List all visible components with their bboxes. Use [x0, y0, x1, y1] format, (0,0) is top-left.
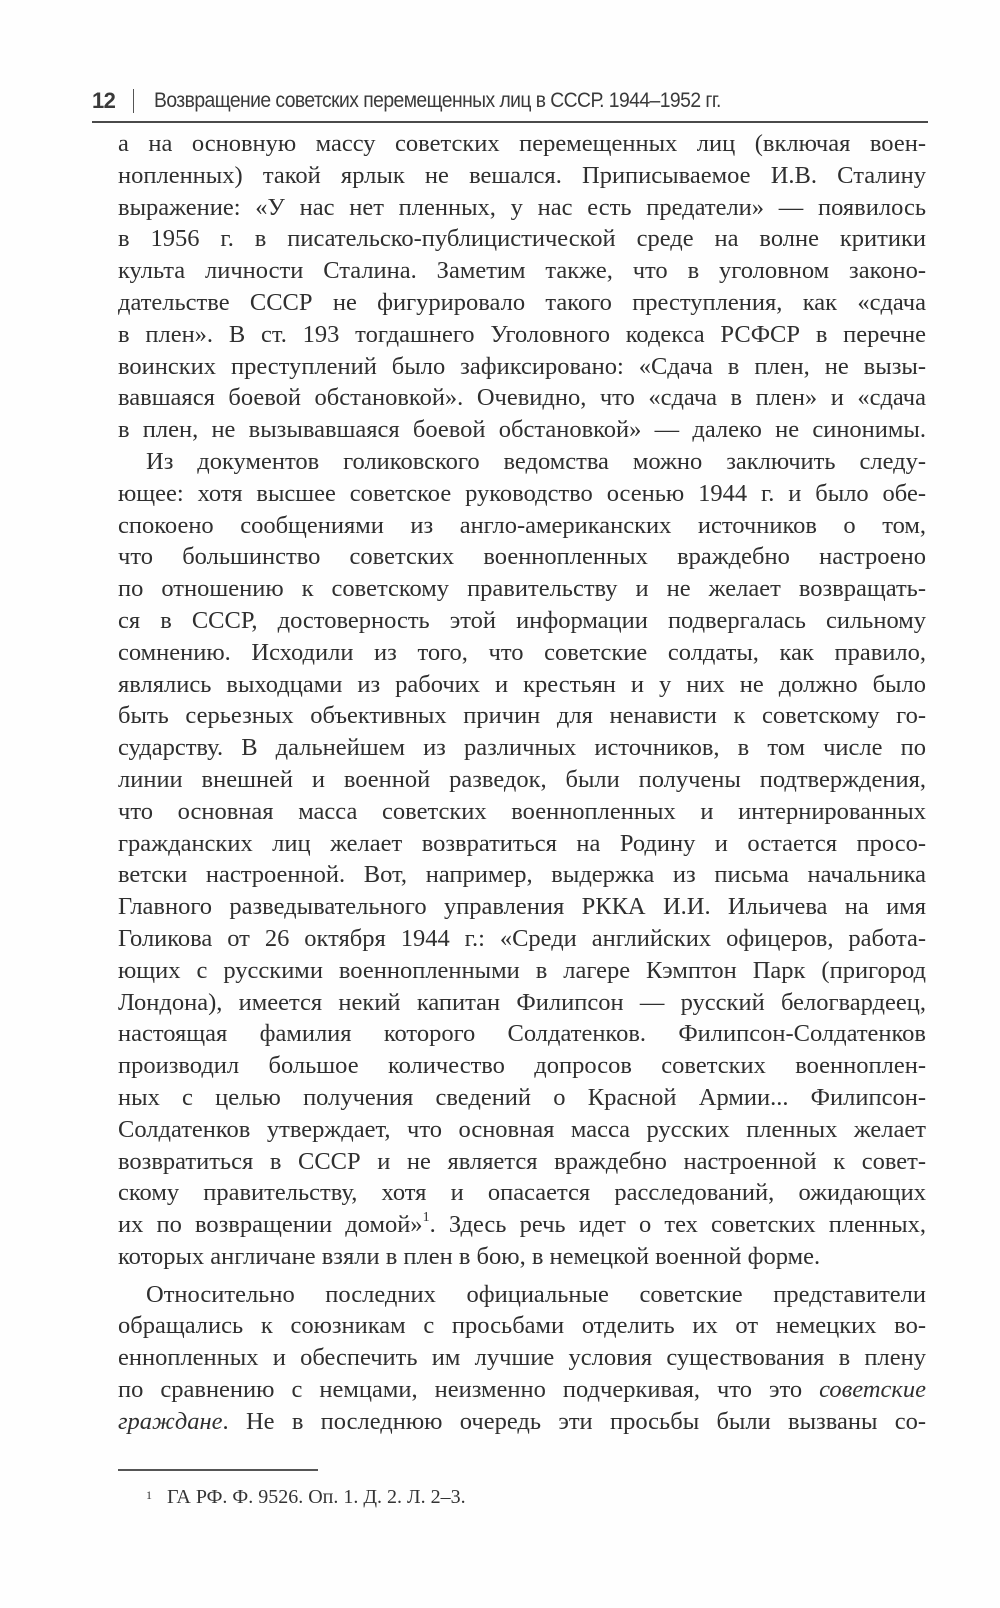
text-line: в 1956 г. в писательско-публицистической среде на волне критики: [118, 225, 926, 253]
text-line: возвратиться в СССР и не является враждебно настроенной к совет-: [118, 1147, 926, 1175]
text-line: обращались к союзникам с просьбами отделить их от немецких во-: [118, 1312, 926, 1340]
text-line: сомнению. Исходили из того, что советские солдаты, как правило,: [118, 638, 926, 666]
text-line: производил большое количество допросов советских военноплен-: [118, 1052, 926, 1080]
text-line-with-italic: [118, 1406, 926, 1438]
text-line: культа личности Сталина. Заметим также, что в уголовном законо-: [118, 257, 926, 285]
footnote-rule: [118, 1469, 318, 1471]
text-line: быть серьезных объективных причин для ненависти к советскому го-: [118, 702, 926, 730]
text-line: ющее: хотя высшее советское руководство осенью 1944 г. и было обе-: [118, 479, 926, 507]
text-line: что большинство советских военнопленных враждебно настроено: [118, 543, 926, 571]
page-number: 12: [92, 88, 116, 113]
text-fragment: . Здесь речь идет о тех советских пленных,: [429, 1211, 926, 1239]
footnote-text: ГА РФ. Ф. 9526. Оп. 1. Д. 2. Л. 2–3.: [167, 1486, 466, 1508]
text-line: ся в СССР, достоверность этой информации подвергалась сильному: [118, 606, 926, 634]
text-line: Лондона), имеется некий капитан Филипсон — русский белогвардеец,: [118, 988, 926, 1016]
text-line: спокоено сообщениями из англо-американских источников о том,: [118, 511, 926, 539]
text-fragment: по сравнению с немцами, неизменно подчеркивая, что это: [118, 1376, 820, 1404]
text-line: в плен». В ст. 193 тогдашнего Уголовного кодекса РСФСР в перечне: [118, 320, 926, 348]
footnote-marker: 1: [146, 1488, 152, 1502]
text-line: нопленных) такой ярлык не вешался. Приписываемое И.В. Сталину: [118, 161, 926, 189]
text-fragment: их по возвращении домой»: [118, 1211, 423, 1239]
text-line: скому правительству, хотя и опасается расследований, ожидающих: [118, 1179, 926, 1207]
text-line: являлись выходцами из рабочих и крестьян и у них не должно было: [118, 670, 926, 698]
footnote: [146, 1486, 466, 1509]
text-line: дательстве СССР не фигурировало такого преступления, как «сдача: [118, 288, 926, 316]
text-line-with-italic: [118, 1374, 926, 1406]
italic-emphasis: гражданe: [118, 1407, 223, 1435]
text-line: которых англичане взяли в плен в бою, в немецкой военной форме.: [118, 1242, 821, 1270]
text-line: ных с целью получения сведений о Красной Армии... Филипсон-: [118, 1083, 926, 1111]
text-line: Голикова от 26 октября 1944 г.: «Среди английских офицеров, работа-: [118, 924, 926, 952]
text-line: настоящая фамилия которого Солдатенков. Филипсон-Солдатенков: [118, 1020, 926, 1048]
text-line: воинских преступлений было зафиксировано: «Сдача в плен, не вызы-: [118, 352, 926, 380]
text-line-with-footnote: [118, 1209, 926, 1241]
running-head: [92, 84, 928, 118]
text-line: вавшаяся боевой обстановкой». Очевидно, что «сдача в плен» и «сдача: [118, 384, 926, 412]
text-line: сударству. В дальнейшем из различных источников, в том числе по: [118, 734, 926, 762]
text-line: выражение: «У нас нет пленных, у нас есть предатели» — появилось: [118, 193, 926, 221]
text-line: гражданских лиц желает возвратиться на Родину и остается просо-: [118, 829, 926, 857]
text-line: линии внешней и военной разведок, были получены подтверждения,: [118, 765, 926, 793]
text-line: еннопленных и обеспечить им лучшие условия существования в плену: [118, 1344, 926, 1372]
text-line: ющих с русскими военнопленными в лагере Кэмптон Парк (пригород: [118, 956, 926, 984]
running-title: Возвращение советских перемещенных лиц в СССР. 1944–1952 гг.: [154, 89, 722, 112]
text-line-paragraph-start: Относительно последних официальные советские представители: [146, 1280, 926, 1308]
text-line: Главного разведывательного управления РККА И.И. Ильичева на имя: [118, 893, 926, 921]
text-line-paragraph-start: Из документов голиковского ведомства можно заключить следу-: [146, 447, 926, 475]
header-rule: [92, 121, 928, 123]
header-separator: [133, 89, 134, 113]
text-line: ветски настроенной. Вот, например, выдержка из письма начальника: [118, 861, 926, 889]
text-line: Солдатенков утверждает, что основная масса русских пленных желает: [118, 1115, 926, 1143]
text-line: в плен, не вызывавшаяся боевой обстановкой» — далеко не синонимы.: [118, 416, 926, 444]
footnote-reference[interactable]: 1: [422, 1210, 430, 1226]
text-fragment: . Не в последнюю очередь эти просьбы были вызваны со-: [222, 1407, 926, 1435]
italic-emphasis: советские: [819, 1376, 926, 1404]
text-line: а на основную массу советских перемещенных лиц (включая воен-: [118, 130, 926, 157]
body-text: [118, 128, 926, 1438]
text-line: по отношению к советскому правительству и не желает возвращать-: [118, 575, 926, 603]
text-line: что основная масса советских военнопленных и интернированных: [118, 797, 926, 825]
